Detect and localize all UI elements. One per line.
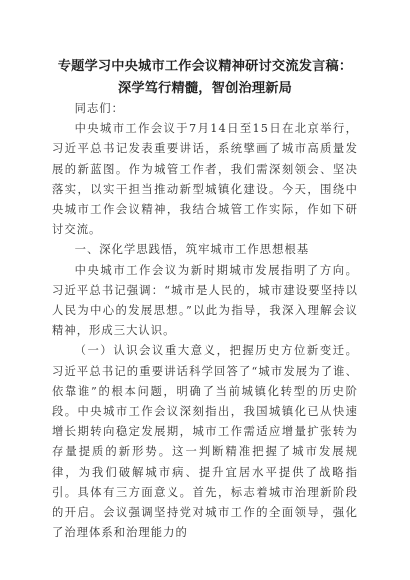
document-title: 专题学习中央城市工作会议精神研讨交流发言稿：深学笃行精髓，智创治理新局 [57, 59, 353, 96]
subsection-paragraph: （一）认识会议重大意义，把握历史方位新变迁。习近平总书记的重要讲话科学回答了“城市发展为了谁、依靠谁”的根本问题，明确了当前城镇化转型的历史阶段。中央城市工作会议深刻指出，我国城镇化已从快速增长期转向稳定发展期，城市工作需适应增量扩张转为存量提质的新形势。这一判断精准把握了城市发展规律，为我们破解城市病、提升宜居水平提供了战略指引。具体有三方面意义。首先，标志着城市治理新阶段的开启。会议强调坚持党对城市工作的全面领导，强化了治理体系和治理能力的 [52, 344, 358, 540]
intro-paragraph: 中央城市工作会议于7月14日至15日在北京举行，习近平总书记发表重要讲话，系统擘画了城市高质量发展的新蓝图。作为城管工作者，我们需深刻领会、坚决落实，以实干担当推动新型城镇化建设。今天，围绕中央城市工作会议精神，我结合城管工作实际，作如下研讨交流。 [52, 122, 358, 237]
salutation: 同志们： [74, 102, 124, 115]
section-paragraph: 中央城市工作会议为新时期城市发展指明了方向。习近平总书记强调：“城市是人民的，城市建设要坚持以人民为中心的发展思想。”以此为指导，我深入理解会议精神，形成三大认识。 [52, 263, 358, 338]
section-heading: 一、深化学思践悟，筑牢城市工作思想根基 [74, 243, 310, 257]
document-body [52, 99, 358, 543]
